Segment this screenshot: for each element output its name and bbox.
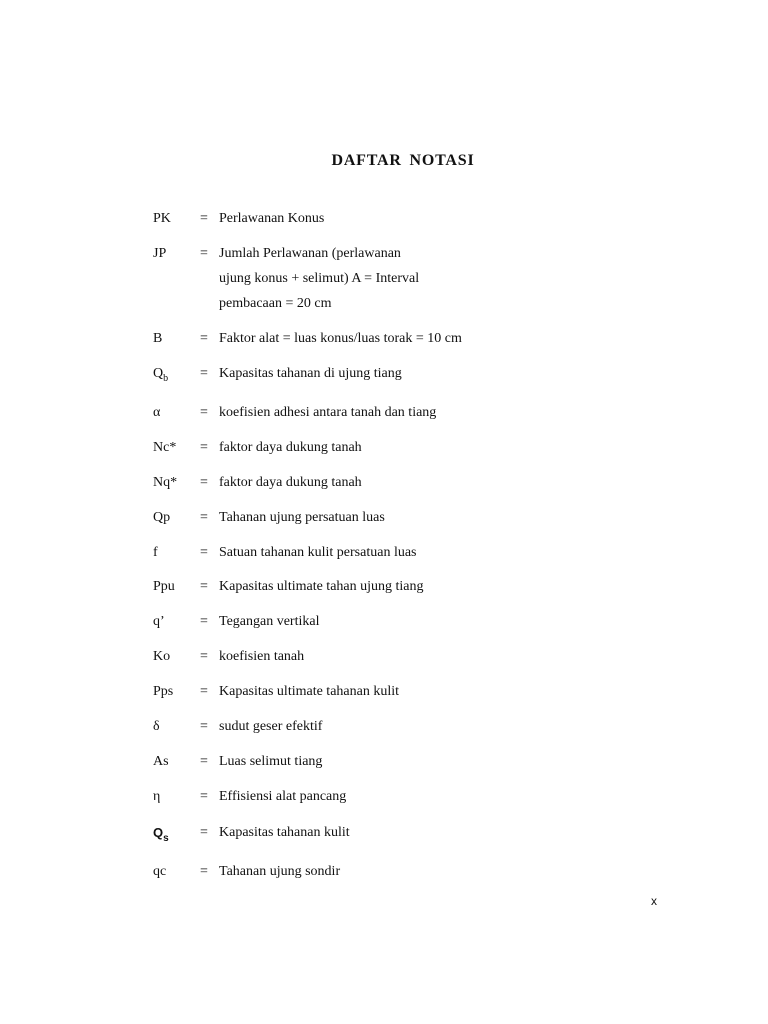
- definition-line: Kapasitas ultimate tahanan kulit: [219, 684, 400, 699]
- notation-symbol: f: [153, 545, 158, 560]
- equals-sign: =: [200, 719, 208, 734]
- notation-symbol: Qp: [153, 510, 171, 525]
- definition-line: Jumlah Perlawanan (perlawanan: [219, 246, 401, 261]
- notation-symbol: α: [153, 405, 161, 420]
- definition-line: Tahanan ujung persatuan luas: [219, 510, 385, 525]
- definition-line: koefisien tanah: [219, 649, 305, 664]
- notation-symbol: [153, 820, 169, 847]
- definition-line: pembacaan = 20 cm: [219, 296, 332, 311]
- notation-symbol: As: [153, 754, 169, 769]
- definition-line: Kapasitas tahanan di ujung tiang: [219, 366, 402, 381]
- notation-definition: [219, 784, 549, 809]
- notation-symbol: Pps: [153, 684, 174, 699]
- notation-definition: [219, 241, 549, 316]
- notation-symbol: η: [153, 789, 161, 804]
- equals-sign: =: [200, 440, 208, 455]
- definition-line: Kapasitas tahanan kulit: [219, 825, 350, 840]
- equals-sign: =: [200, 246, 208, 261]
- definition-line: koefisien adhesi antara tanah dan tiang: [219, 405, 437, 420]
- notation-symbol: JP: [153, 246, 167, 261]
- notation-symbol: Nc*: [153, 440, 177, 455]
- equals-sign: =: [200, 754, 208, 769]
- notation-definition: [219, 859, 549, 884]
- equals-sign: =: [200, 331, 208, 346]
- definition-line: Kapasitas ultimate tahan ujung tiang: [219, 579, 424, 594]
- equals-sign: =: [200, 510, 208, 525]
- equals-sign: =: [200, 614, 208, 629]
- equals-sign: =: [200, 545, 208, 560]
- equals-sign: =: [200, 684, 208, 699]
- notation-definition: [219, 470, 549, 495]
- notation-definition: [219, 609, 549, 634]
- definition-line: Perlawanan Konus: [219, 211, 325, 226]
- notation-definition: [219, 679, 549, 704]
- notation-definition: [219, 540, 549, 565]
- notation-definition: [219, 361, 549, 386]
- symbol-subscript: s: [163, 833, 169, 844]
- definition-line: ujung konus + selimut) A = Interval: [219, 271, 420, 286]
- notation-definition: [219, 505, 549, 530]
- definition-line: faktor daya dukung tanah: [219, 440, 362, 455]
- equals-sign: =: [200, 475, 208, 490]
- definition-line: Effisiensi alat pancang: [219, 789, 347, 804]
- notation-symbol: δ: [153, 719, 160, 734]
- notation-definition: [219, 326, 549, 351]
- equals-sign: =: [200, 579, 208, 594]
- definition-line: Satuan tahanan kulit persatuan luas: [219, 545, 417, 560]
- notation-symbol: Ppu: [153, 579, 175, 594]
- symbol-subscript: b: [163, 373, 169, 384]
- notation-symbol: q’: [153, 614, 165, 629]
- equals-sign: =: [200, 789, 208, 804]
- definition-line: faktor daya dukung tanah: [219, 475, 362, 490]
- equals-sign: =: [200, 825, 208, 840]
- symbol-base: Q: [153, 825, 164, 840]
- notation-definition: [219, 749, 549, 774]
- equals-sign: =: [200, 366, 208, 381]
- notation-symbol: B: [153, 331, 163, 346]
- notation-symbol: qc: [153, 864, 167, 879]
- definition-line: Faktor alat = luas konus/luas torak = 10 cm: [219, 331, 462, 346]
- page-number: x: [651, 894, 657, 908]
- definition-line: sudut geser efektif: [219, 719, 323, 734]
- notation-definition: [219, 644, 549, 669]
- definition-line: Tahanan ujung sondir: [219, 864, 341, 879]
- equals-sign: =: [200, 649, 208, 664]
- definition-line: Luas selimut tiang: [219, 754, 323, 769]
- notation-definition: [219, 820, 549, 845]
- notation-definition: [219, 714, 549, 739]
- equals-sign: =: [200, 211, 208, 226]
- notation-definition: [219, 206, 549, 231]
- equals-sign: =: [200, 864, 208, 879]
- notation-definition: [219, 400, 549, 425]
- notation-symbol: Nq*: [153, 475, 178, 490]
- notation-symbol: [153, 361, 168, 387]
- notation-symbol: Ko: [153, 649, 171, 664]
- notation-symbol: PK: [153, 211, 171, 226]
- notation-definition: [219, 435, 549, 460]
- equals-sign: =: [200, 405, 208, 420]
- notation-definition: [219, 574, 549, 599]
- definition-line: Tegangan vertikal: [219, 614, 320, 629]
- page-title: DAFTAR NOTASI: [331, 152, 475, 169]
- symbol-base: Q: [153, 366, 164, 381]
